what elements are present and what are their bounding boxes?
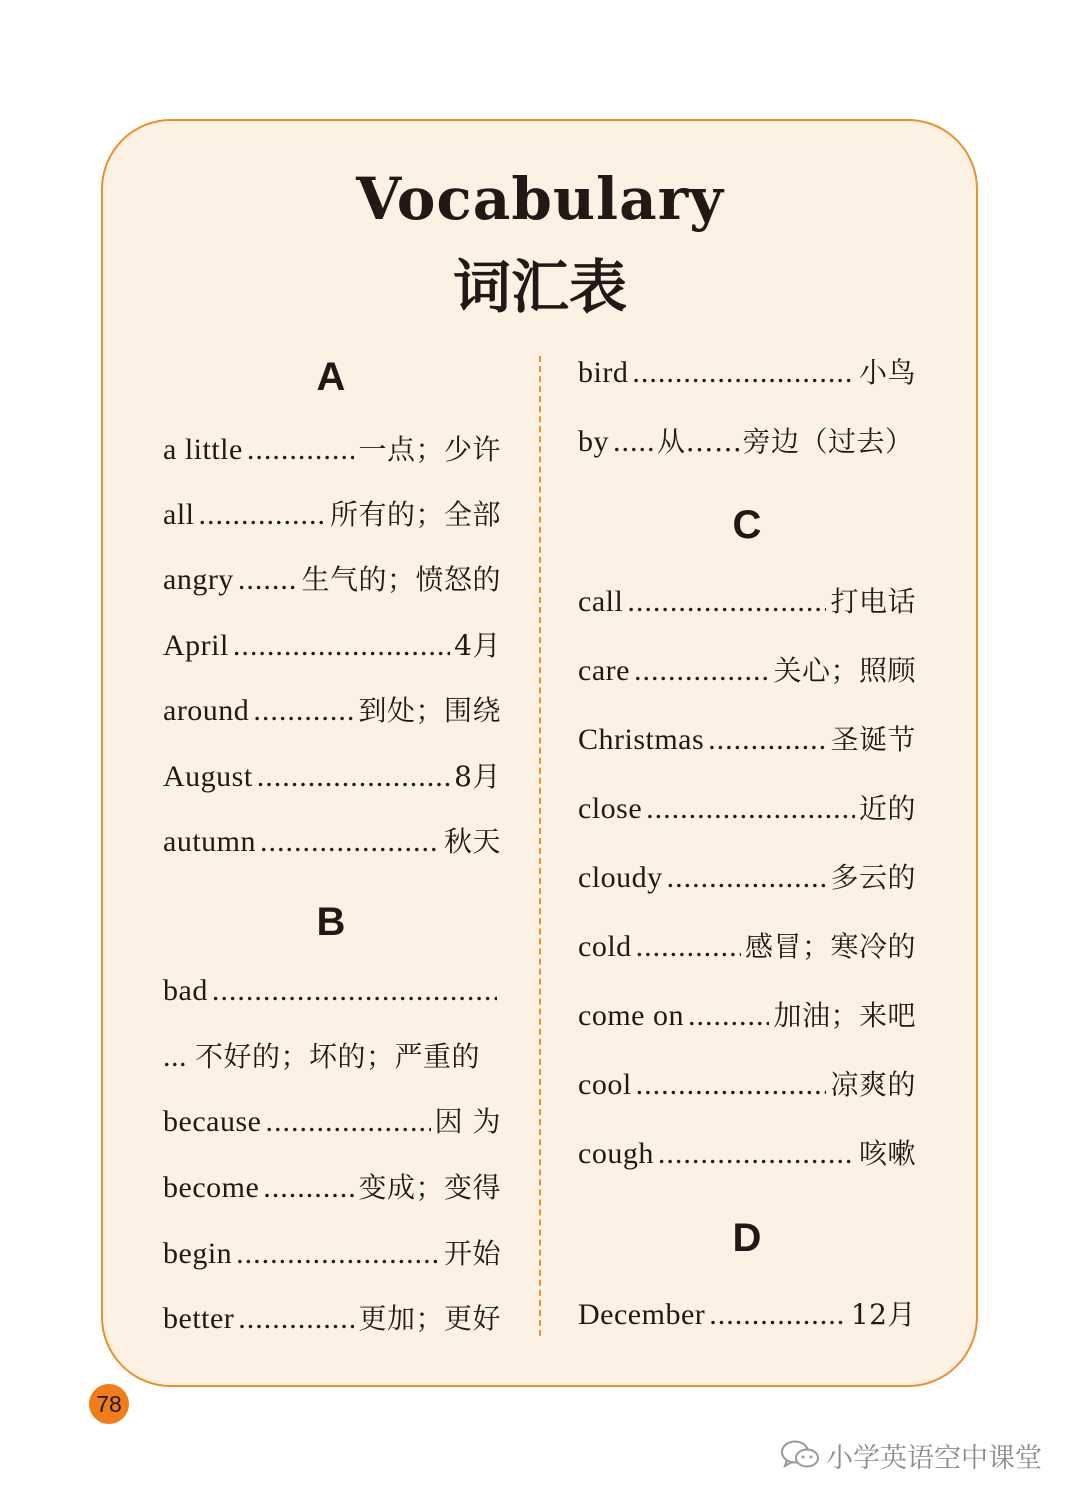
entry-meaning: 近的 xyxy=(858,792,916,825)
wechat-icon xyxy=(780,1439,820,1471)
entry-meaning: 多云的 xyxy=(830,861,916,894)
leader-dots xyxy=(199,498,326,532)
page-number-badge: 78 xyxy=(89,1384,129,1424)
leader-dots xyxy=(247,433,355,467)
leader-dots xyxy=(634,654,770,688)
vocab-entry xyxy=(578,580,916,620)
vocab-entry xyxy=(163,493,501,533)
leader-dots xyxy=(260,825,440,859)
entry-word: all xyxy=(163,498,195,531)
entry-word: autumn xyxy=(163,825,256,858)
entry-meaning: 圣诞节 xyxy=(830,723,916,756)
leader-dots xyxy=(708,723,826,757)
entry-word: come on xyxy=(578,999,684,1032)
vocab-entry xyxy=(578,925,916,965)
entry-meaning: 所有的；全部 xyxy=(329,498,501,531)
entry-word: because xyxy=(163,1105,262,1138)
section-letter-d: D xyxy=(732,1216,762,1260)
entry-word: begin xyxy=(163,1237,233,1270)
entry-meaning: 一点；少许 xyxy=(358,433,501,466)
leader-dots xyxy=(709,1298,847,1332)
vocab-entry xyxy=(163,1297,501,1337)
leader-dots xyxy=(263,1171,354,1205)
leader-dots xyxy=(636,1068,827,1102)
leader-dots xyxy=(265,1105,430,1139)
entry-meaning: 开始 xyxy=(443,1237,501,1270)
entry-meaning: 凉爽的 xyxy=(830,1068,916,1101)
entry-word: August xyxy=(163,760,253,793)
leader-dots xyxy=(658,1137,855,1171)
vocab-entry xyxy=(578,787,916,827)
leader-dots xyxy=(212,974,497,1008)
vocab-entry xyxy=(163,1232,501,1272)
section-letter-a: A xyxy=(316,355,346,399)
page-title-chinese: 词汇表 xyxy=(452,253,627,321)
vocab-entry xyxy=(163,558,501,598)
vocab-entry-continued xyxy=(163,1035,501,1075)
entry-meaning: 变成；变得 xyxy=(358,1171,501,1204)
entry-meaning: 咳嗽 xyxy=(858,1137,916,1170)
entry-word: bird xyxy=(578,356,629,389)
entry-word: around xyxy=(163,694,250,727)
vocab-entry xyxy=(163,1166,501,1206)
vocab-entry xyxy=(578,420,916,460)
entry-word: a little xyxy=(163,433,243,466)
entry-meaning: 感冒；寒冷的 xyxy=(744,930,916,963)
entry-meaning: 从……旁边（过去） xyxy=(657,425,914,458)
entry-word: cool xyxy=(578,1068,632,1101)
entry-word: become xyxy=(163,1171,260,1204)
leader-dots xyxy=(238,1302,354,1336)
entry-word: call xyxy=(578,585,624,618)
entry-word: bad xyxy=(163,974,208,1007)
leader-dots xyxy=(238,563,298,597)
leader-dots xyxy=(632,356,855,390)
leader-dots xyxy=(613,425,653,459)
entry-meaning: 生气的；愤怒的 xyxy=(301,563,501,596)
leader-dots xyxy=(257,760,450,794)
entry-meaning: 关心；照顾 xyxy=(773,654,916,687)
entry-word: cough xyxy=(578,1137,654,1170)
vocab-entry xyxy=(163,624,501,664)
entry-meaning: 4月 xyxy=(454,629,501,662)
entry-meaning: 秋天 xyxy=(443,825,501,858)
leader-dots xyxy=(233,629,450,663)
entry-meaning: 因 为 xyxy=(434,1105,501,1138)
entry-word: Christmas xyxy=(578,723,705,756)
vocab-entry xyxy=(163,689,501,729)
leader-dots xyxy=(646,792,855,826)
leader-dots xyxy=(236,1237,440,1271)
entry-meaning: 到处；围绕 xyxy=(358,694,501,727)
leader-dots xyxy=(636,930,741,964)
entry-word: angry xyxy=(163,563,234,596)
entry-meaning: 加油；来吧 xyxy=(773,999,916,1032)
entry-word: April xyxy=(163,629,229,662)
vocab-entry xyxy=(163,1100,501,1140)
entry-meaning: 小鸟 xyxy=(858,356,916,389)
leader-dots xyxy=(688,999,770,1033)
vocab-entry xyxy=(163,974,501,1014)
entry-meaning: 更加；更好 xyxy=(358,1302,501,1335)
watermark-text: 小学英语空中课堂 xyxy=(826,1442,1042,1474)
entry-meaning: 不好的；坏的；严重的 xyxy=(195,1040,481,1073)
vocab-entry xyxy=(163,820,501,860)
entry-meaning: 打电话 xyxy=(830,585,916,618)
leader-dots xyxy=(667,861,827,895)
entry-word: cold xyxy=(578,930,632,963)
entry-word: care xyxy=(578,654,630,687)
entry-word: ... xyxy=(163,1040,187,1073)
vocab-entry xyxy=(163,755,501,795)
section-letter-b: B xyxy=(316,900,346,944)
entry-word: by xyxy=(578,425,609,458)
entry-word: better xyxy=(163,1302,235,1335)
leader-dots xyxy=(627,585,826,619)
entry-meaning: 8月 xyxy=(454,760,501,793)
vocab-entry xyxy=(578,649,916,689)
watermark xyxy=(780,1433,1042,1477)
section-letter-c: C xyxy=(732,503,762,547)
vocab-entry xyxy=(578,1063,916,1103)
entry-word: close xyxy=(578,792,643,825)
entry-word: cloudy xyxy=(578,861,663,894)
vocab-entry xyxy=(578,1132,916,1172)
vocab-entry xyxy=(578,351,916,391)
vocab-entry xyxy=(578,856,916,896)
vocab-entry xyxy=(163,428,501,468)
leader-dots xyxy=(253,694,354,728)
vocab-entry xyxy=(578,994,916,1034)
column-divider xyxy=(539,356,541,1336)
entry-meaning: 12月 xyxy=(850,1298,916,1331)
vocab-entry xyxy=(578,718,916,758)
entry-word: December xyxy=(578,1298,706,1331)
page-title-english: Vocabulary xyxy=(356,165,724,233)
vocab-entry xyxy=(578,1293,916,1333)
